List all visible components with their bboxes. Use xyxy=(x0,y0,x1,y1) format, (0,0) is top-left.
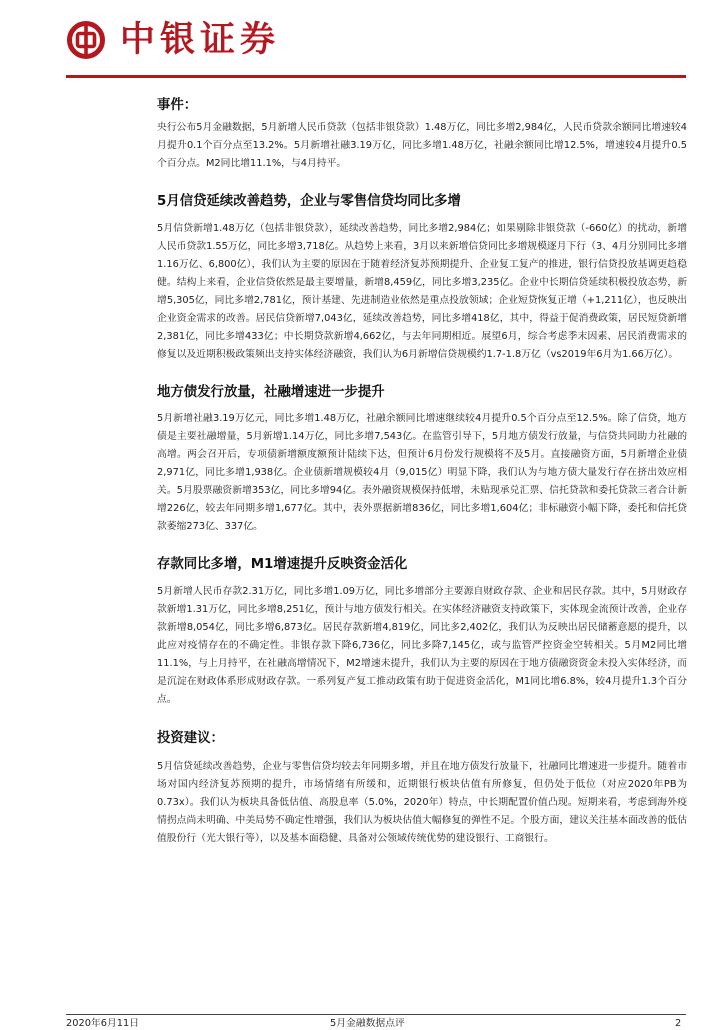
section-heading-deposits: 存款同比多增，M1增速提升反映资金活化 xyxy=(157,557,408,572)
footer-report-title: 5月金融数据点评 xyxy=(330,1018,405,1029)
brand-name: 中银证券 xyxy=(120,19,281,60)
section-paragraph-investment-advice: 5月信贷延续改善趋势，企业与零售信贷均较去年同期多增，并且在地方债发行放量下，社融同比增速进一步提升。随着市场对国内经济复苏预期的提升，市场情绪有所缓和，近期银行板块估值有所修复，但仍处于低位（对应2020年PB为0.73x）。我们认为板块具备低估值、高股息率（5.0%，2020年）特点，中长期配置价值凸现。短期来看，考虑到海外疫情拐点尚未明确、中美局势不确定性增强，我们认为板块估值大幅修复的弹性不足。个股方面，建议关注基本面改善的低估值股份行（光大银行等），以及基本面稳健、具备对公领域传统优势的建设银行、工商银行。 xyxy=(157,761,687,844)
section-paragraph-credit: 5月信贷新增1.48万亿（包括非银贷款），延续改善趋势，同比多增2,984亿；如果剔除非银贷款（-660亿）的扰动，新增人民币贷款1.55万亿，同比多增3,718亿。从趋势上来看，3月以来新增信贷同比多增规模逐月下行（3、4月分别同比多增1.16万亿、6,800亿），我们认为主要的原因在于随着经济复苏预期提升、企业复工复产的推进，银行信贷投放基调更趋稳健。结构上来看，企业信贷依然是最主要增量，新增8,459亿，同比多增3,235亿。企业中长期信贷延续积极投放态势，新增5,305亿，同比多增2,781亿，预计基建、先进制造业依然是重点投放领域；企业短贷恢复正增（+1,211亿），也反映出企业资金需求的改善。居民信贷新增7,043亿，延续改善趋势，同比多增418亿，其中，得益于促消费政策，居民短贷新增2,381亿，同比多增433亿；中长期贷款新增4,662亿，与去年同期相近。展望6月，综合考虑季末因素、居民消费需求的修复以及近期积极政策频出支持实体经济融资，我们认为6月新增信贷规模约1.7-1.8万亿（vs2019年6月为1.66万亿）。 xyxy=(157,223,687,360)
event-heading: 事件： xyxy=(157,98,198,113)
section-paragraph-deposits: 5月新增人民币存款2.31万亿，同比多增1.09万亿，同比多增部分主要源自财政存款、企业和居民存款。其中，5月财政存款新增1.31万亿，同比多增8,251亿，预计与地方债发行相关。在实体经济融资支持政策下，实体现金流预计改善，企业存款新增8,054亿，同比多增6,873亿。居民存款新增4,819亿，同比多2,402亿，我们认为反映出居民储蓄意愿的提升，以此应对疫情存在的不确定性。非银存款下降6,736亿，同比多降7,145亿，或与监管严控资金空转相关。5月M2同比增11.1%，与上月持平，在社融高增情况下，M2增速未提升，我们认为主要的原因在于地方债融资资金未投入实体经济，而是沉淀在财政体系形成财政存款。一系列复产复工推动政策有助于促进资金活化，M1同比增6.8%，较4月提升1.3个百分点。 xyxy=(157,586,687,705)
header-divider xyxy=(66,75,686,78)
footer-divider xyxy=(66,1014,686,1015)
event-paragraph: 央行公布5月金融数据，5月新增人民币贷款（包括非银贷款）1.48万亿，同比多增2,984亿，人民币贷款余额同比增速较4月提升0.1个百分点至13.2%。5月新增社融3.19万亿，同比多增1.48万亿，社融余额同比增12.5%，增速较4月提升0.5个百分点。M2同比增11.1%，与4月持平。 xyxy=(157,122,687,169)
page-number: 2 xyxy=(675,1018,682,1029)
footer-date: 2020年6月11日 xyxy=(66,1018,140,1029)
bank-of-china-logo-icon xyxy=(66,20,106,60)
section-heading-social-financing: 地方债发行放量，社融增速进一步提升 xyxy=(157,385,385,400)
section-paragraph-social-financing: 5月新增社融3.19万亿元，同比多增1.48万亿，社融余额同比增速继续较4月提升0.5个百分点至12.5%。除了信贷，地方债是主要社融增量，5月新增1.14万亿，同比多增7,543亿。在监管引导下，5月地方债发行放量，与信贷共同助力社融的高增。两会召开后，专项债新增额度额预计陆续下达，但预计6月份发行规模将不及5月。直接融资方面，5月新增企业债2,971亿，同比多增1,938亿。企业债新增规模较4月（9,015亿）明显下降，我们认为与地方债大量发行存在挤出效应相关。5月股票融资新增353亿，同比多增94亿。表外融资规模保持低增，未贴现承兑汇票、信托贷款和委托贷款三者合计新增226亿，较去年同期多增1,677亿。其中，表外票据新增836亿，同比多增1,604亿；非标融资小幅下降，委托和信托贷款萎缩273亿、337亿。 xyxy=(157,413,687,532)
report-body xyxy=(157,96,687,848)
section-heading-investment-advice: 投资建议： xyxy=(157,731,224,746)
section-heading-credit: 5月信贷延续改善趋势，企业与零售信贷均同比多增 xyxy=(157,194,461,209)
page-header xyxy=(0,0,724,82)
